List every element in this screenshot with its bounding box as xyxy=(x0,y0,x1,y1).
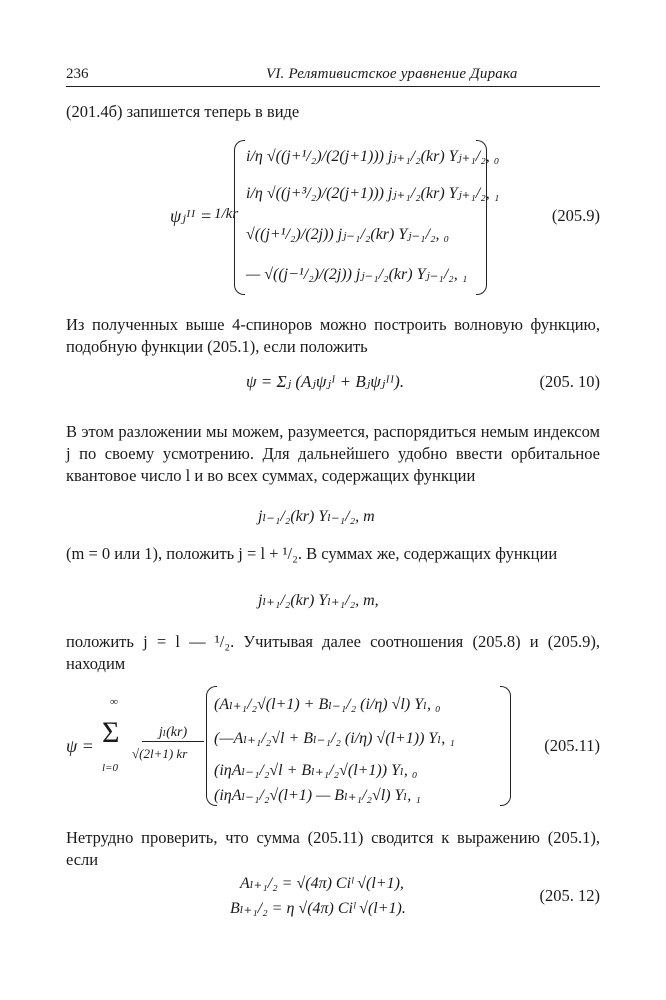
paragraph-5: положить j = l — ¹/₂. Учитывая далее соотношения (205.8) и (205.9), находим xyxy=(66,632,600,673)
eq-205-11-row-1: (Aₗ₊₁/₂√(l+1) + Bₗ₋₁/₂ (i/η) √l) Yₗ, ₀ xyxy=(214,696,441,713)
running-title: VI. Релятивистское уравнение Дирака xyxy=(266,66,518,82)
page-number: 236 xyxy=(66,66,89,82)
eq-205-11-prefactor-denominator: √(2l+1) kr xyxy=(132,746,188,761)
inline-equation-1: jₗ₋₁/₂(kr) Yₗ₋₁/₂, m xyxy=(258,508,375,525)
eq-205-9-row-1: i/η √((j+¹/₂)/(2(j+1))) jⱼ₊₁/₂(kr) Yⱼ₊₁/₂, ₀ xyxy=(246,148,500,165)
eq-205-9-lhs: ψⱼᴵᴵ = xyxy=(170,206,212,226)
paragraph-1: (201.4б) запишется теперь в виде xyxy=(66,102,300,121)
eq-205-9-left-bracket xyxy=(234,140,245,295)
eq-205-11-sum-upper: ∞ xyxy=(110,696,118,708)
eq-205-11-right-bracket xyxy=(500,686,511,806)
eq-205-12-number: (205. 12) xyxy=(539,886,600,905)
paragraph-2: Из полученных выше 4-спиноров можно построить волновую функцию, подобную функции (205.1), если положить xyxy=(66,315,600,356)
summation-sign: Σ xyxy=(102,716,120,749)
eq-205-11-number: (205.11) xyxy=(544,736,600,755)
eq-205-12-line-1: Aₗ₊₁/₂ = √(4π) Ciˡ √(l+1), xyxy=(240,875,404,892)
eq-205-11-row-4: (iηAₗ₋₁/₂√(l+1) — Bₗ₊₁/₂√l) Yₗ, ₁ xyxy=(214,787,421,804)
paragraph-4: (m = 0 или 1), положить j = l + ¹/₂. В суммах же, содержащих функции xyxy=(66,544,558,563)
running-head xyxy=(66,66,600,87)
eq-205-11-lhs: ψ = xyxy=(66,736,94,756)
eq-205-11-sum-lower: l=0 xyxy=(102,762,118,774)
inline-equation-2: jₗ₊₁/₂(kr) Yₗ₊₁/₂, m, xyxy=(258,592,379,609)
eq-205-11-row-2: (—Aₗ₊₁/₂√l + Bₗ₋₁/₂ (i/η) √(l+1)) Yₗ, ₁ xyxy=(214,730,455,747)
paragraph-6: Нетрудно проверить, что сумма (205.11) сводится к выражению (205.1), если xyxy=(66,828,600,869)
eq-205-9-row-4: — √((j−¹/₂)/(2j)) jⱼ₋₁/₂(kr) Yⱼ₋₁/₂, ₁ xyxy=(246,266,468,283)
eq-205-10-number: (205. 10) xyxy=(539,372,600,391)
eq-205-11-prefactor-numerator: jₗ(kr) xyxy=(142,724,204,742)
paragraph-3: В этом разложении мы можем, разумеется, распорядиться немым индексом j по своему усмотрению. Для дальнейшего удобно ввести орбитальное квантовое число l и во всех суммах, содержащих функции xyxy=(66,422,600,485)
eq-205-11-row-3: (iηAₗ₋₁/₂√l + Bₗ₊₁/₂√(l+1)) Yₗ, ₀ xyxy=(214,762,418,779)
eq-205-9-number: (205.9) xyxy=(551,206,600,225)
eq-205-9-row-2: i/η √((j+³/₂)/(2(j+1))) jⱼ₊₁/₂(kr) Yⱼ₊₁/₂, ₁ xyxy=(246,185,500,202)
eq-205-9-row-3: √((j+¹/₂)/(2j)) jⱼ₋₁/₂(kr) Yⱼ₋₁/₂, ₀ xyxy=(246,226,450,243)
eq-205-12-line-2: Bₗ₊₁/₂ = η √(4π) Ciˡ √(l+1). xyxy=(230,900,406,917)
eq-205-10-expr: ψ = Σⱼ (Aⱼψⱼᴵ + Bⱼψⱼᴵᴵ). xyxy=(246,372,405,391)
eq-205-9-prefactor: 1/kr xyxy=(214,206,239,222)
